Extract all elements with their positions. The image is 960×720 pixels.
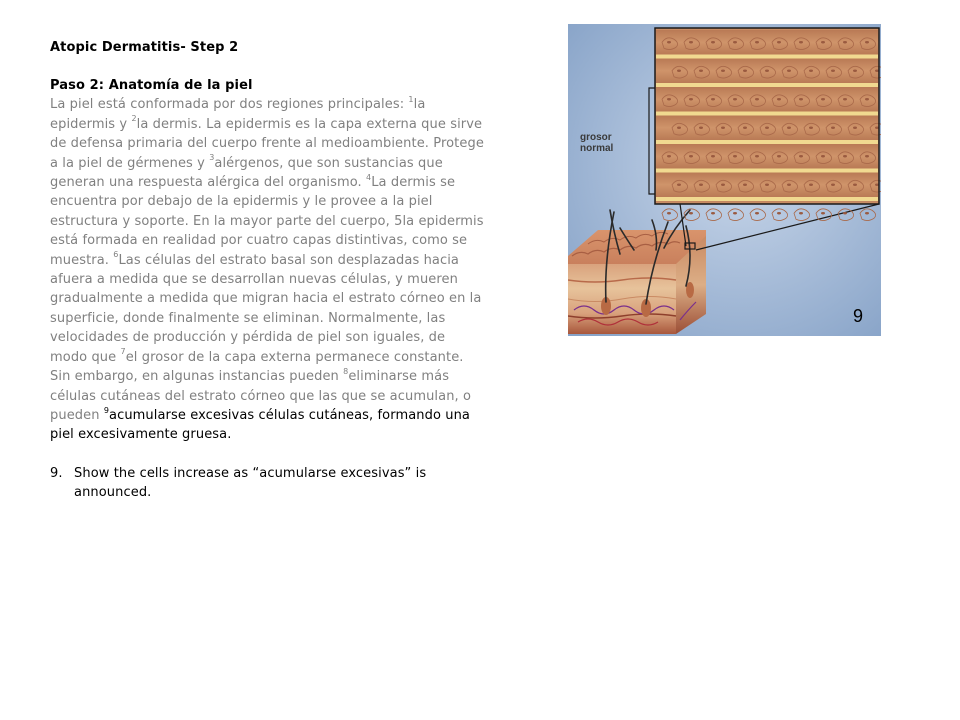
cell-nucleus <box>777 155 781 157</box>
label-line1: grosor <box>580 132 612 143</box>
label-line2: normal <box>580 143 614 154</box>
cell-nucleus <box>799 98 803 100</box>
yellow-stripe <box>656 140 878 144</box>
text-column <box>50 38 486 503</box>
cell-nucleus <box>809 184 813 186</box>
cell-nucleus <box>711 212 715 214</box>
cell-nucleus <box>667 155 671 157</box>
cell-nucleus <box>699 70 703 72</box>
cell-nucleus <box>667 98 671 100</box>
cell-nucleus <box>755 212 759 214</box>
cell-nucleus <box>799 41 803 43</box>
highlighted-sentence: $^9$acumularse excesivas células cutáneas, formando una piel excesivamente gruesa. <box>50 405 470 443</box>
cell-nucleus <box>865 155 869 157</box>
cell-nucleus <box>843 98 847 100</box>
cell-nucleus <box>667 41 671 43</box>
cell-nucleus <box>865 212 869 214</box>
cell-nucleus <box>853 70 857 72</box>
cell-nucleus <box>765 127 769 129</box>
cell-nucleus <box>733 212 737 214</box>
cell-nucleus <box>809 70 813 72</box>
cell-nucleus <box>743 127 747 129</box>
cell-nucleus <box>799 212 803 214</box>
magnified-layers <box>655 28 881 221</box>
cell-nucleus <box>755 41 759 43</box>
cell-nucleus <box>721 184 725 186</box>
cell-nucleus <box>733 41 737 43</box>
cell-nucleus <box>689 212 693 214</box>
cell-nucleus <box>843 41 847 43</box>
cell-nucleus <box>853 127 857 129</box>
cell-nucleus <box>821 155 825 157</box>
step-number: 9 <box>852 306 864 326</box>
section-subtitle: Paso 2: Anatomía de la piel <box>50 78 253 93</box>
spacer <box>50 445 486 464</box>
cell-nucleus <box>765 70 769 72</box>
yellow-stripe <box>656 55 878 59</box>
cell-nucleus <box>799 155 803 157</box>
cell-nucleus <box>831 184 835 186</box>
note-text: Show the cells increase as “acumularse excesivas” is announced. <box>74 465 427 501</box>
cell-nucleus <box>743 184 747 186</box>
yellow-stripe <box>656 169 878 173</box>
cell-nucleus <box>821 41 825 43</box>
cell-nucleus <box>755 98 759 100</box>
cell-nucleus <box>667 212 671 214</box>
cell-nucleus <box>821 98 825 100</box>
document-title: Atopic Dermatitis- Step 2 <box>50 40 239 55</box>
cell-nucleus <box>765 184 769 186</box>
yellow-stripe <box>656 112 878 116</box>
cell-nucleus <box>699 184 703 186</box>
cell-band <box>656 201 878 202</box>
spacer <box>50 57 486 76</box>
cell-nucleus <box>831 127 835 129</box>
cell-nucleus <box>787 70 791 72</box>
cell-nucleus <box>755 155 759 157</box>
cell-nucleus <box>677 184 681 186</box>
cell-nucleus <box>677 127 681 129</box>
body-paragraph: La piel está conformada por dos regiones principales: $^1$la epidermis y $^2$la dermis. La epidermis es la capa externa que sirve de defensa primaria del cuerpo frente al medioambiente. Protege a la piel de gérmenes y $^3$alérgenos, que son sustancias que generan una respuesta alérgica del organismo. $^4$La dermis se encuentra por debajo de la epidermis y le provee a la piel estructura y soporte. En la mayor parte del cuerpo, 5la epidermis está formada en realidad por cuatro capas distintivas, como se muestra. $^6$Las células del estrato basal son desplazadas hacia afuera a medida que se desarrollan nuevas células, y mueren gradualmente a medida que migran hacia el estrato córneo en la superficie, donde finalmente se eliminan. Normalmente, las velocidades de producción y pérdida de piel son iguales, de modo que $^7$el grosor de la capa externa permanece constante. Sin embargo, en algunas instancias pueden $^8$eliminarse más células cutáneas del estrato córneo que las que se acumulan, o pueden $^9$acumularse excesivas células cutáneas, formando una piel excesivamente gruesa. <box>50 95 484 443</box>
cell-nucleus <box>865 98 869 100</box>
cell-nucleus <box>777 41 781 43</box>
cell-nucleus <box>831 70 835 72</box>
cell-nucleus <box>843 155 847 157</box>
cell-nucleus <box>787 184 791 186</box>
yellow-stripe <box>656 83 878 87</box>
cell-nucleus <box>677 70 681 72</box>
skin-illustration <box>568 24 881 336</box>
cell-nucleus <box>777 212 781 214</box>
cell-nucleus <box>733 98 737 100</box>
cell-nucleus <box>711 41 715 43</box>
yellow-stripe <box>656 197 878 201</box>
cell-nucleus <box>777 98 781 100</box>
cell-nucleus <box>689 98 693 100</box>
cell-nucleus <box>689 41 693 43</box>
instruction-note <box>50 464 486 503</box>
cell-nucleus <box>843 212 847 214</box>
cell-nucleus <box>853 184 857 186</box>
cell-nucleus <box>809 127 813 129</box>
cell-nucleus <box>699 127 703 129</box>
skin-illustration-svg <box>568 24 881 336</box>
cell-nucleus <box>733 155 737 157</box>
note-number: 9. <box>50 465 63 481</box>
cell-nucleus <box>689 155 693 157</box>
cell-nucleus <box>721 70 725 72</box>
cell-nucleus <box>711 98 715 100</box>
cell-nucleus <box>821 212 825 214</box>
cell-nucleus <box>711 155 715 157</box>
cell-nucleus <box>743 70 747 72</box>
cell-nucleus <box>787 127 791 129</box>
cell-nucleus <box>721 127 725 129</box>
cell-nucleus <box>865 41 869 43</box>
